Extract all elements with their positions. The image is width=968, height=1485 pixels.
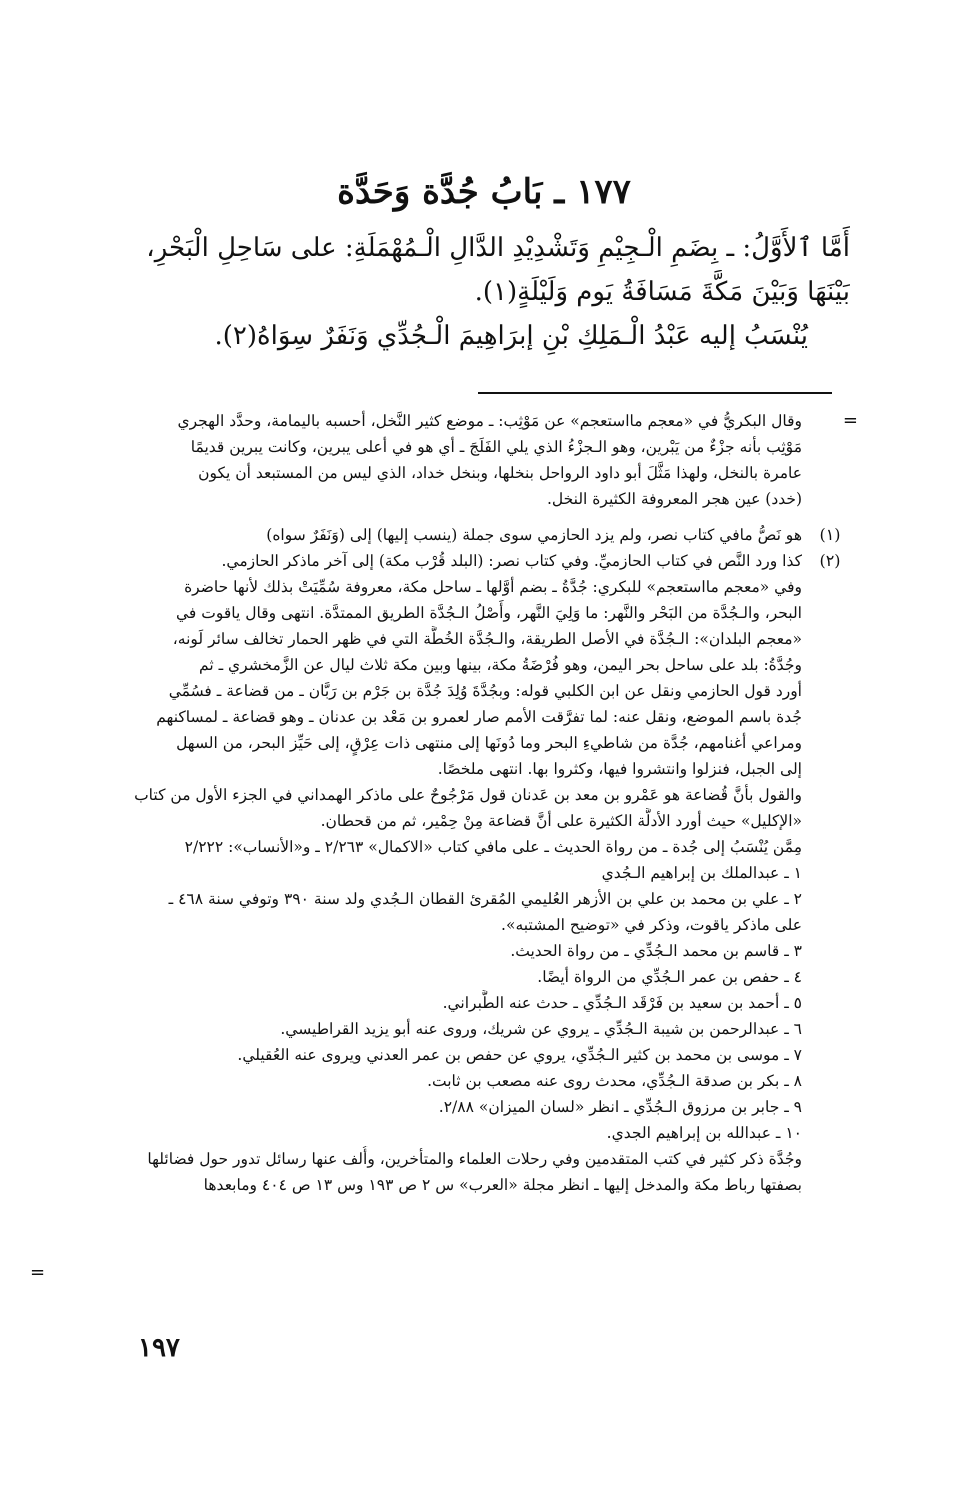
note-line: البحر، والـجُدَّة من البَحْر والنَّهر: ما وَلِيَ النَّهر، وأَصْلُ الـجُدَّة الطريق الممتدَّة. انتهى وقال ياقوت في bbox=[175, 604, 802, 622]
note-line: ٤ ـ حفص بن عمر الـجُدِّي من الرواة أيضًا. bbox=[537, 968, 802, 986]
note-line: ٥ ـ أحمد بن سعيد بن فَرْقَد الـجُدِّي ـ حدث عنه الطَّبراني. bbox=[442, 994, 802, 1012]
note-line: إلى الجبل، فنزلوا وانتشروا فيها، وكثروا بها. انتهى ملخصًا. bbox=[437, 760, 802, 778]
note-line: بصفتها رباط مكة والمدخل إليها ـ انظر مجلة «العرب» س ٢ ص ١٩٣ وس ١٣ ص ٤٠٤ ومابعدها bbox=[203, 1176, 802, 1194]
note-line: والقول بأنَّ قُضاعة هو عَمْرو بن معد بن عَدنان قول مَرْجُوحٌ على ماذكر الهمداني في الجزء الأول من كتاب bbox=[134, 786, 802, 804]
note-line: «معجم البلدان»: الـجُدَّة في الأصل الطريقة، والـجُدَّة الخُطَّة التي في ظهر الحمار تخالف سائر لَونه، bbox=[172, 630, 802, 648]
note-line: مِمَّن يُنْسَبُ إلى جُدة ـ من رواة الحديث ـ على مافي كتاب «الاكمال» ٢/٢٦٣ ـ و«الأنساب»: ٢/٢٢٢ bbox=[184, 838, 802, 856]
note-line: ١٠ ـ عبدالله بن إبراهيم الجدي. bbox=[606, 1124, 802, 1142]
footnote-separator bbox=[478, 392, 832, 394]
note-line: هو نَصُّ مافي كتاب نصر، ولم يزد الحازمي سوى جملة (ينسب إليها) إلى (وَنَفَرٌ سواه) bbox=[266, 526, 802, 544]
main-text-line: يُنْسَبُ إليه عَبْدُ الْـمَلِكِ بْنِ إبرَاهِيمَ الْـجُدِّي وَنَفَرٌ سِوَاهُ(٢). bbox=[214, 321, 808, 351]
note-line: عامرة بالنخل، ولهذا مَثَّلَ أبو داود الرواحل بنخلها، وبنخل خداد، الذي ليس من المستبعد أن يكون bbox=[198, 464, 802, 482]
footnote-2 bbox=[120, 548, 850, 1198]
note-line: كذا ورد النَّص في كتاب الحازميِّ. وفي كتاب نصر: (البلد قُرْب مكة) إلى آخر ماذكر الحازمي. bbox=[221, 552, 802, 570]
note-line: ٢ ـ علي بن محمد بن علي بن الأزهر العُليمي المُقرئ القطان الـجُدي ولد سنة ٣٩٠ وتوفي سنة ٤٦٨ ـ bbox=[168, 890, 802, 908]
note-line: وقال البكريُّ في «معجم مااستعجم» عن مَوْثِب: ـ موضع كثير النَّخل، أحسبه باليمامة، وحدَّد الهجري bbox=[177, 412, 802, 430]
note-line: «الإكليل» حيث أورد الأدلَّة الكثيرة على أنَّ قضاعة مِنْ حِمْير، ثم من قحطان. bbox=[320, 812, 802, 830]
footnotes-area bbox=[120, 408, 850, 1198]
chapter-title: ١٧٧ ـ بَابُ جُدَّة وَحَدَّة bbox=[337, 172, 631, 212]
note-line: وجُدَّةُ: بلد على ساحل بحر اليمن، وهو فُرْضَةُ مكة، بينها وبين مكة ثلاث ليال عن الزَّمخشري ـ ثم bbox=[199, 656, 802, 674]
continuation-mark-top: = bbox=[842, 410, 858, 431]
spacer bbox=[120, 512, 850, 522]
note-line: مَوْثِب بأنه جزْءٌ من يَبْرين، وهو الـجزْءُ الذي يلي الفَلَجَ ـ أي هو في أعلى يبرين، وكانت يبرين قديمًا bbox=[190, 438, 802, 456]
note-line: ٨ ـ بكر بن صدقة الـجُدِّي، محدث روى عنه مصعب بن ثابت. bbox=[427, 1072, 802, 1090]
continuation-mark-bottom: = bbox=[30, 1262, 46, 1283]
note-line: أورد قول الحازمي ونقل عن ابن الكلبي قوله: وبجُدَّةَ وُلِدَ جُدَّة بن جَرْم بن رَبَّان ـ من قضاعة ـ فسُمِّي bbox=[168, 682, 802, 700]
note-line: ٧ ـ موسى بن محمد بن كثير الـجُدِّي، يروي عن حفص بن عمر العدني ويروى عنه العُقيلي. bbox=[237, 1046, 802, 1064]
note-line: على ماذكر ياقوت، وذكر في «توضيح المشتبه». bbox=[501, 916, 802, 934]
note-line: وجُدَّة ذكر كثير في كتب المتقدمين وفي رحلات العلماء والمتأخرين، وأُلف عنها رسائل تدور حول فضائلها bbox=[147, 1150, 802, 1168]
page-number: ١٩٧ bbox=[138, 1333, 180, 1363]
note-line: ومراعي أغنامهم، جُدَّة من شاطيءِ البحر وما دُونَها إلى منتهى ذات عِرْقٍ، إلى حَيِّز البحر، من السهل bbox=[176, 734, 802, 752]
note-line: ١ ـ عبدالملك بن إبراهيم الـجُدي bbox=[601, 864, 802, 882]
note-line: (خدد) عين هجر المعروفة الكثيرة النخل. bbox=[546, 490, 802, 508]
note-line: ٦ ـ عبدالرحمن بن شيبة الـجُدِّي ـ يروي عن شريك، وروى عنه أبو يزيد القراطيسي. bbox=[280, 1020, 802, 1038]
main-text-line: أَمَّا ٱلأَوَّلُ: ـ بِضَمِ الْـجِيْمِ وَتَشْدِيْدِ الدَّالِ الْـمُهْمَلَةِ: على سَاحِلِ الْبَحْرِ، bbox=[146, 233, 850, 263]
footnote-1 bbox=[120, 522, 850, 548]
footnote-number: (٢) bbox=[819, 551, 841, 570]
note-line: ٣ ـ قاسم بن محمد الـجُدِّي ـ من رواة الحديث. bbox=[510, 942, 802, 960]
footnote-number: (١) bbox=[819, 525, 841, 544]
note-line: وفي «معجم مااستعجم» للبكري: جُدَّةُ ـ بضم أوَّلها ـ ساحل مكة، معروفة سُمِّيَتْ بذلك لأنها حاضرة bbox=[184, 578, 802, 596]
main-text-line: بَيْنَهَا وَبَيْنَ مَكَّةَ مَسَافَةُ يَوم وَلَيْلَةٍ(١). bbox=[474, 277, 850, 307]
main-text bbox=[130, 226, 850, 358]
continued-note bbox=[120, 408, 850, 512]
note-line: جُدة باسم الموضع، ونقل عنه: لما تفرَّقت الأمم صار لعمرو بن مَعْد بن عدنان ـ وهو قضاعة ـ لمساكنهم bbox=[156, 708, 802, 726]
note-line: ٩ ـ جابر بن مرزوق الـجُدِّي ـ انظر «لسان الميزان» ٢/٨٨. bbox=[438, 1098, 802, 1116]
